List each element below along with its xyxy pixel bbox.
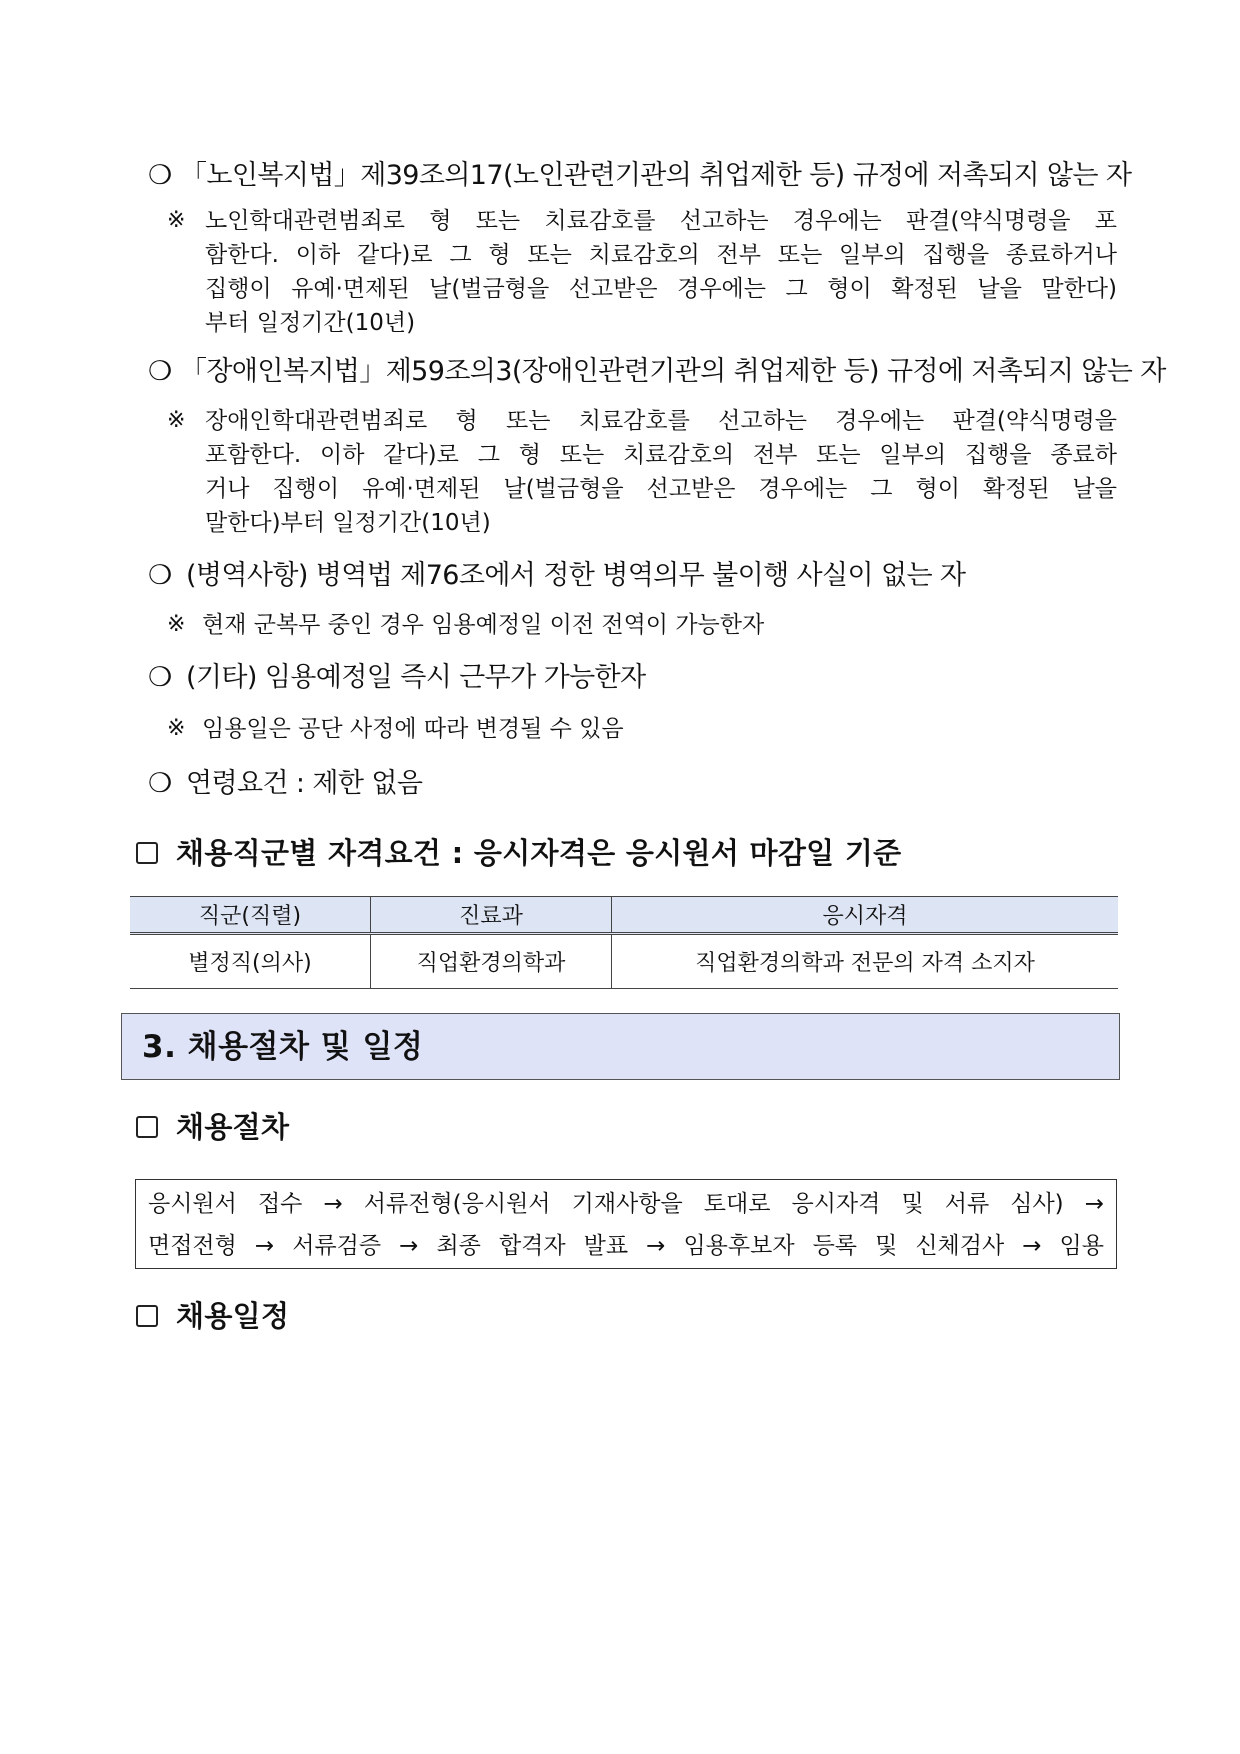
qualification-table <box>130 896 1118 989</box>
procedure-box <box>135 1179 1117 1269</box>
column-header: 응시자격 <box>612 897 1119 934</box>
circle-bullet-icon: ❍ <box>148 160 173 191</box>
note-line: 현재 군복무 중인 경우 임용예정일 이전 전역이 가능한자 <box>202 612 765 638</box>
requirement-age: 연령요건 : 제한 없음 <box>186 768 423 799</box>
circle-bullet-icon: ❍ <box>148 356 173 387</box>
note-line: 포함한다. 이하 같다)로 그 형 또는 치료감호의 전부 또는 일부의 집행을 종료하 <box>205 442 1117 468</box>
note-line: 함한다. 이하 같다)로 그 형 또는 치료감호의 전부 또는 일부의 집행을 종료하거나 <box>205 242 1117 268</box>
reference-mark-icon: ※ <box>167 408 186 433</box>
table-cell: 별정직(의사) <box>130 934 371 989</box>
note-line: 부터 일정기간(10년) <box>205 310 416 336</box>
reference-mark-icon: ※ <box>167 208 186 233</box>
circle-bullet-icon: ❍ <box>148 560 173 591</box>
table-cell: 직업환경의학과 전문의 자격 소지자 <box>612 934 1119 989</box>
reference-mark-icon: ※ <box>167 716 186 741</box>
column-header: 직군(직렬) <box>130 897 371 934</box>
square-bullet-icon <box>136 842 158 864</box>
section-header-bar <box>121 1013 1120 1080</box>
note-line: 장애인학대관련범죄로 형 또는 치료감호를 선고하는 경우에는 판결(약식명령을 <box>205 408 1117 434</box>
procedure-line: 응시원서 접수 → 서류전형(응시원서 기재사항을 토대로 응시자격 및 서류 심사) → <box>148 1191 1104 1217</box>
procedure-heading: 채용절차 <box>176 1110 290 1144</box>
reference-mark-icon: ※ <box>167 612 186 637</box>
qualification-heading: 채용직군별 자격요건 : 응시자격은 응시원서 마감일 기준 <box>176 836 902 870</box>
circle-bullet-icon: ❍ <box>148 662 173 693</box>
note-line: 노인학대관련범죄로 형 또는 치료감호를 선고하는 경우에는 판결(약식명령을 포 <box>205 208 1117 234</box>
column-header: 진료과 <box>371 897 612 934</box>
procedure-line: 면접전형 → 서류검증 → 최종 합격자 발표 → 임용후보자 등록 및 신체검사 → 임용 <box>148 1233 1104 1259</box>
requirement-military-service: (병역사항) 병역법 제76조에서 정한 병역의무 불이행 사실이 없는 자 <box>186 560 966 591</box>
note-line: 말한다)부터 일정기간(10년) <box>205 510 491 536</box>
circle-bullet-icon: ❍ <box>148 768 173 799</box>
requirement-disability-welfare-act: 「장애인복지법」제59조의3(장애인관련기관의 취업제한 등) 규정에 저촉되지 않는 자 <box>180 356 1166 387</box>
note-line: 임용일은 공단 사정에 따라 변경될 수 있음 <box>202 716 624 742</box>
square-bullet-icon <box>136 1305 158 1327</box>
table-row <box>130 934 1118 989</box>
table-header-row <box>130 897 1118 934</box>
table-cell: 직업환경의학과 <box>371 934 612 989</box>
requirement-other: (기타) 임용예정일 즉시 근무가 가능한자 <box>186 662 646 693</box>
note-line: 집행이 유예·면제된 날(벌금형을 선고받은 경우에는 그 형이 확정된 날을 말한다) <box>205 276 1117 302</box>
section-title: 3. 채용절차 및 일정 <box>142 1029 424 1065</box>
square-bullet-icon <box>136 1116 158 1138</box>
note-line: 거나 집행이 유예·면제된 날(벌금형을 선고받은 경우에는 그 형이 확정된 날을 <box>205 476 1117 502</box>
schedule-heading: 채용일정 <box>176 1299 290 1333</box>
requirement-elder-welfare-act: 「노인복지법」제39조의17(노인관련기관의 취업제한 등) 규정에 저촉되지 않는 자 <box>180 160 1132 191</box>
